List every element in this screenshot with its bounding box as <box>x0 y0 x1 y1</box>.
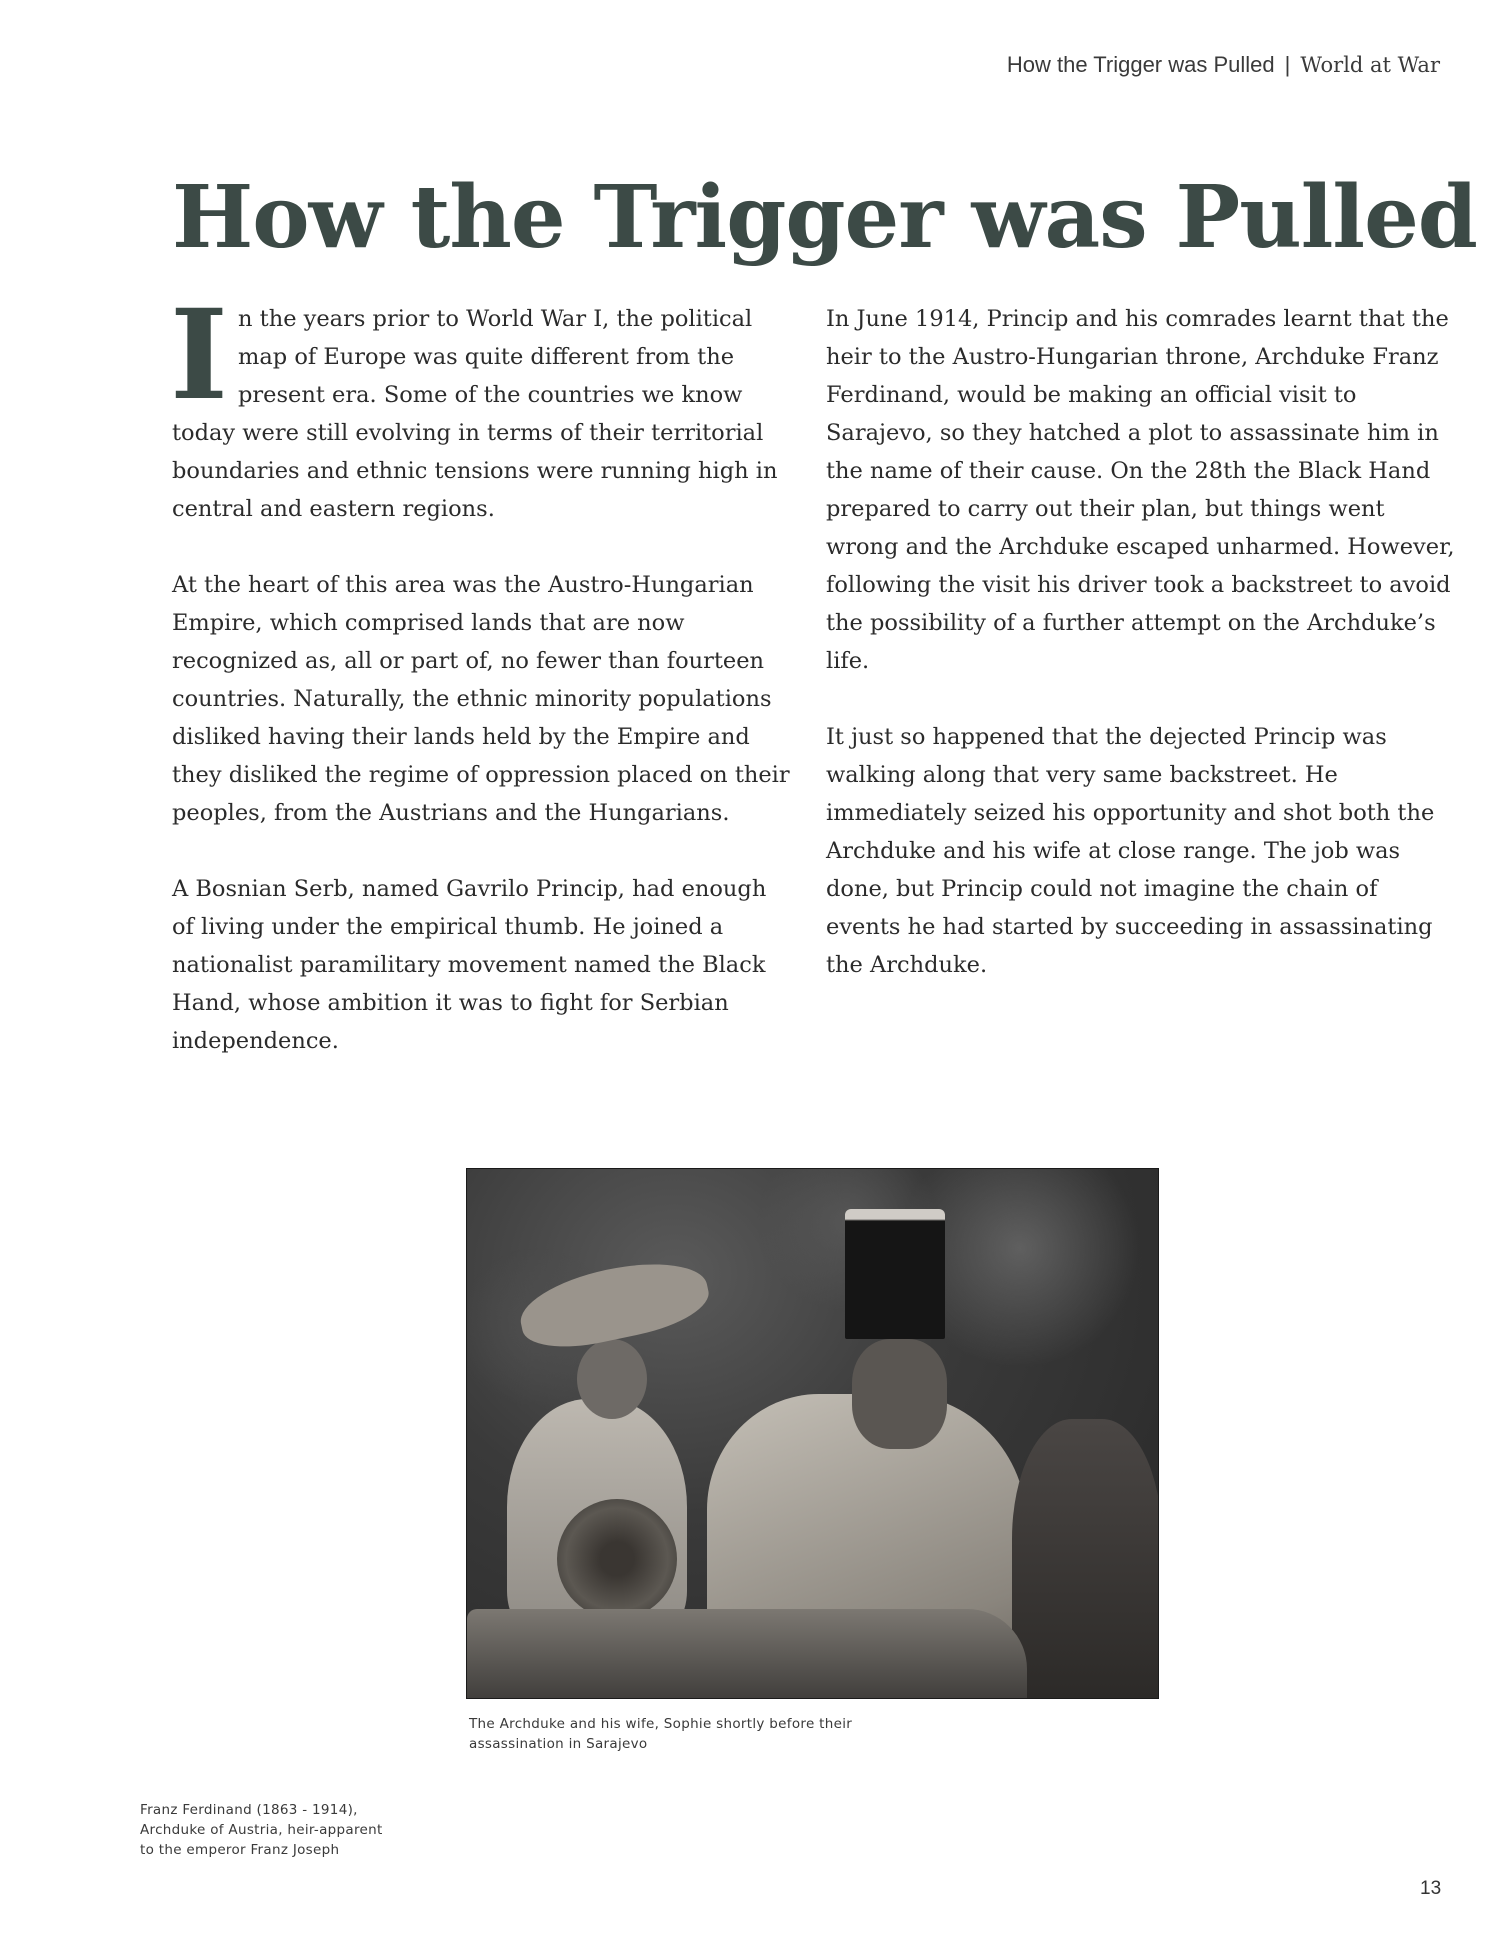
paragraph-assassination: It just so happened that the dejected Princip was walking along that very same backstreet. He immediately seized his opportunity and shot both the Archduke and his wife at close range. The job was done, but Princip could not imagine the chain of events he had started by succeeding in assassinating the Archduke. <box>826 724 1435 978</box>
running-head <box>1007 52 1440 78</box>
photo-archduke-face <box>852 1339 947 1449</box>
sidenote-franz-ferdinand: Franz Ferdinand (1863 - 1914), Archduke of Austria, heir-apparent to the emperor Franz Joseph <box>140 1802 383 1858</box>
photo-car-edge <box>467 1609 1027 1699</box>
left-column <box>170 283 792 1098</box>
photo-sophie-face <box>577 1339 647 1419</box>
right-column <box>826 300 1456 1022</box>
photo-archduke-cap <box>845 1209 945 1339</box>
paragraph-austro-hungarian-empire: At the heart of this area was the Austro-Hungarian Empire, which comprised lands that are now recognized as, all or part of, no fewer than fourteen countries. Naturally, the ethnic minority populations disliked having their lands held by the Empire and they disliked the regime of oppression placed on their peoples, from the Austrians and the Hungarians. <box>172 572 790 826</box>
paragraph-intro <box>170 283 792 528</box>
photo-caption: The Archduke and his wife, Sophie shortly before their assassination in Sarajevo <box>469 1716 853 1752</box>
paragraph-intro-text: n the years prior to World War I, the political map of Europe was quite different from the present era. Some of the countries we know today were still evolving in terms of their territorial boundaries and ethnic tensions were running high in central and eastern regions. <box>172 306 778 522</box>
running-head-separator: | <box>1284 52 1291 77</box>
photo-foreground-figure <box>1012 1419 1159 1699</box>
paragraph-gavrilo-princip: A Bosnian Serb, named Gavrilo Princip, had enough of living under the empirical thumb. He joined a nationalist paramilitary movement named the Black Hand, whose ambition it was to fight for Serbian independence. <box>172 876 767 1054</box>
drop-cap: I <box>170 283 229 428</box>
running-head-section: How the Trigger was Pulled <box>1006 52 1275 77</box>
page-title: How the Trigger was Pulled <box>172 167 1477 268</box>
archduke-photo <box>466 1168 1159 1699</box>
page-number: 13 <box>1420 1878 1442 1899</box>
photo-bouquet <box>557 1499 677 1619</box>
running-head-book-title: World at War <box>1300 53 1440 77</box>
paragraph-june-1914: In June 1914, Princip and his comrades learnt that the heir to the Austro-Hungarian throne, Archduke Franz Ferdinand, would be making an official visit to Sarajevo, so they hatched a plot to assassinate him in the name of their cause. On the 28th the Black Hand prepared to carry out their plan, but things went wrong and the Archduke escaped unharmed. However, following the visit his driver took a backstreet to avoid the possibility of a further attempt on the Archduke’s life. <box>826 306 1455 674</box>
